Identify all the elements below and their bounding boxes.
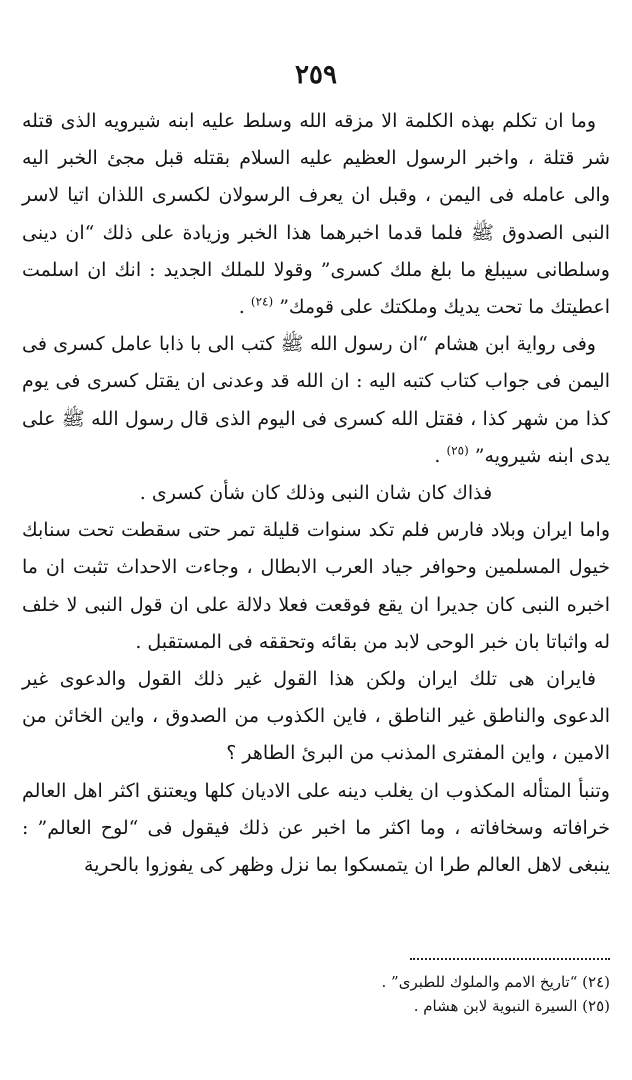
footnote-25: (٢٥) السيرة النبوية لابن هشام . [413,997,610,1015]
paragraph-1-text: وما ان تكلم بهذه الكلمة الا مزقه الله وسلط عليه ابنه شيرويه الذى قتله شر قتلة ، واخبر الرسول العظيم عليه السلام بقتله قبل مجئ الخبر اليه والى عامله فى اليمن ، وقبل ان يعرف الرسولان لكسرى اللذان اتيا لاسر النبى الصدوق ﷺ فلما قدما اخبرهما هذا الخبر وزيادة على ذلك “ان دينى وسلطانى سيبلغ ما بلغ ملك كسرى” وقولا للملك الجديد : انك ان اسلمت اعطيتك ما تحت يديك وملكتك على قومك” [22,110,610,319]
footnote-ref-25: (٢٥) [446,443,469,458]
paragraph-1: وما ان تكلم بهذه الكلمة الا مزقه الله وسلط عليه ابنه شيرويه الذى قتله شر قتلة ، واخبر الرسول العظيم عليه السلام بقتله قبل مجئ الخبر اليه والى عامله فى اليمن ، وقبل ان يعرف الرسولان لكسرى اللذان اتيا لاسر النبى الصدوق ﷺ فلما قدما اخبرهما هذا الخبر وزيادة على ذلك “ان دينى وسلطانى سيبلغ ما بلغ ملك كسرى” وقولا للملك الجديد : انك ان اسلمت اعطيتك ما تحت يديك وملكتك على قومك” $^{(٢٤)}$ . [22,110,610,319]
footnote-ref-24: (٢٤) [250,294,274,309]
page-number: ٢٥٩ [295,60,337,90]
body-text [22,103,610,884]
paragraph-4: واما ايران وبلاد فارس فلم تكد سنوات قليلة تمر حتى سقطت تحت سنابك خيول المسلمين وحوافر جياد العرب الابطال ، وجاءت الاحداث تثبت ان ما اخبره النبى كان جديرا ان يقع فوقعت فعلا دلالة على ان قول النبى لا خلف له واثباتا بان خبر الوحى لابد من بقائه وتحققه فى المستقبل . [22,519,610,653]
footnotes [22,970,610,1018]
paragraph-2: وفى رواية ابن هشام “ان رسول الله ﷺ كتب الى با ذابا عامل كسرى فى اليمن فى جواب كتاب كتبه اليه : ان الله قد وعدنى ان يقتل كسرى فى يوم كذا من شهر كذا ، فقتل الله كسرى فى اليوم الذى قال رسول الله ﷺ على يدى ابنه شيرويه” $^{(٢٥)}$ . [22,333,610,467]
footnote-24: (٢٤) “تاريخ الامم والملوك للطبرى” . [381,973,610,991]
footnote-divider [410,958,610,960]
paragraph-2-text: وفى رواية ابن هشام “ان رسول الله ﷺ كتب الى با ذابا عامل كسرى فى اليمن فى جواب كتاب كتبه اليه : ان الله قد وعدنى ان يقتل كسرى فى يوم كذا من شهر كذا ، فقتل الله كسرى فى اليوم الذى قال رسول الله ﷺ على يدى ابنه شيرويه” [22,333,610,467]
paragraph-5: فايران هى تلك ايران ولكن هذا القول غير ذلك القول والدعوى غير الدعوى والناطق غير الناطق ، فاين الكذوب من الصدوق ، واين الخائن من الامين ، واين المفترى المذنب من البرئ الطاهر ؟ [22,668,610,765]
paragraph-3: فذاك كان شان النبى وذلك كان شأن كسرى . [139,482,493,505]
paragraph-6: وتنبأ المتأله المكذوب ان يغلب دينه على الاديان كلها ويعتنق اكثر اهل العالم خرافاته وسخافاته ، وما اكثر ما اخبر عن ذلك فيقول فى “لوح العالم” : ينبغى لاهل العالم طرا ان يتمسكوا بما نزل وظهر كى يفوزوا بالحرية [22,779,610,877]
